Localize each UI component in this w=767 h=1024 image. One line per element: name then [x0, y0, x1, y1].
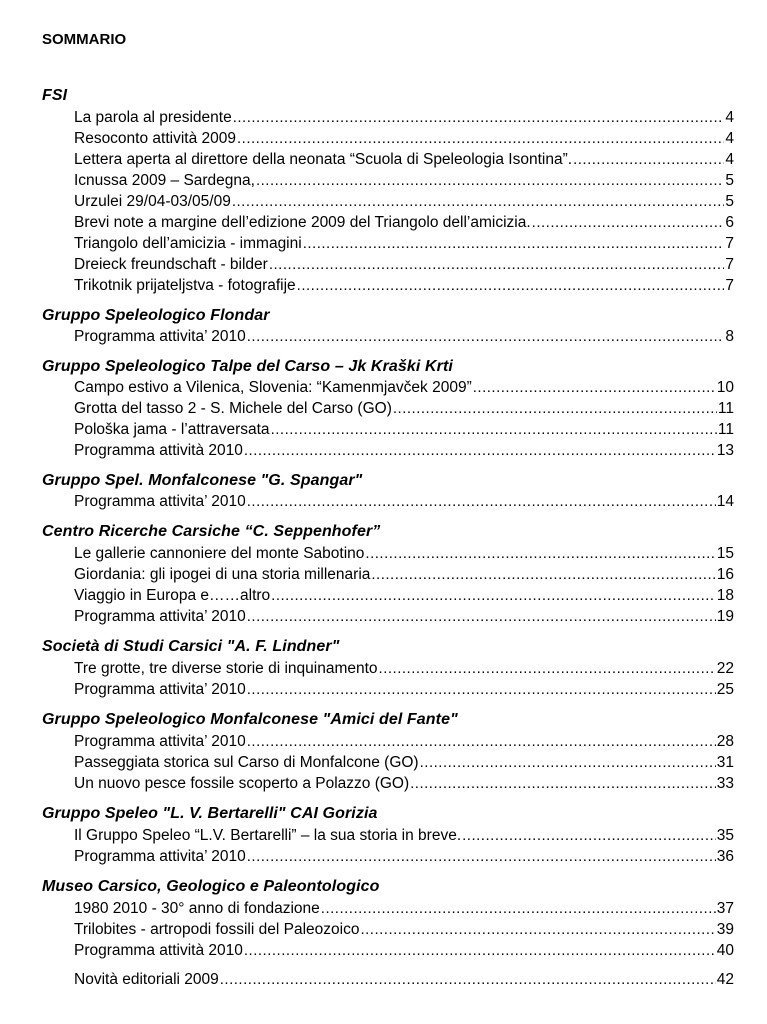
toc-entry-title: Icnussa 2009 – Sardegna, — [74, 172, 255, 189]
toc-dot-leader — [244, 940, 716, 961]
toc-page-number: 42 — [716, 971, 734, 988]
toc-dot-leader — [233, 107, 725, 128]
toc-entry-title: Programma attivita’ 2010 — [74, 733, 246, 750]
toc-entry-title: Viaggio in Europa e……altro — [74, 587, 271, 604]
toc-entry-title: Passeggiata storica sul Carso di Monfalcone (GO) — [74, 754, 419, 771]
toc-page-number: 40 — [716, 942, 734, 959]
toc-page-number: 39 — [716, 921, 734, 938]
toc-page-number: 37 — [716, 900, 734, 917]
toc-page-number: 4 — [725, 130, 734, 147]
toc-entry[interactable] — [74, 398, 734, 419]
toc-dot-leader — [271, 585, 716, 606]
toc-entry-title: Brevi note a margine dell’edizione 2009 del Triangolo dell’amicizia. — [74, 214, 531, 231]
toc-page-number: 7 — [725, 256, 734, 273]
toc-dot-leader — [247, 846, 716, 867]
toc-entry[interactable] — [74, 846, 734, 867]
toc-page-number: 14 — [716, 493, 734, 510]
toc-entry[interactable] — [74, 585, 734, 606]
toc-dot-leader — [237, 128, 724, 149]
toc-entry[interactable] — [74, 679, 734, 700]
toc-entry[interactable] — [74, 128, 734, 149]
toc-dot-leader — [321, 898, 716, 919]
toc-entry-title: Tre grotte, tre diverse storie di inquinamento — [74, 660, 378, 677]
toc-entry-title: Le gallerie cannoniere del monte Sabotino — [74, 545, 365, 562]
toc-dot-leader — [532, 212, 725, 233]
toc-dot-leader — [247, 606, 716, 627]
toc-page-number: 16 — [716, 566, 734, 583]
toc-entry[interactable] — [74, 275, 734, 296]
toc-page-number: 6 — [725, 214, 734, 231]
toc-dot-leader — [393, 398, 717, 419]
toc-dot-leader — [297, 275, 725, 296]
toc-page-number: 8 — [725, 328, 734, 345]
toc-page-number: 15 — [716, 545, 734, 562]
toc-page-number: 31 — [716, 754, 734, 771]
toc-entry[interactable] — [74, 440, 734, 461]
section-heading-seppenhofer: Centro Ricerche Carsiche “C. Seppenhofer” — [42, 523, 381, 540]
toc-entry[interactable] — [74, 170, 734, 191]
toc-entry[interactable] — [74, 606, 734, 627]
toc-entry[interactable] — [74, 326, 734, 347]
toc-page-number: 11 — [717, 421, 734, 438]
toc-entry-title: Lettera aperta al direttore della neonata “Scuola di Speleologia Isontina”. — [74, 151, 573, 168]
toc-dot-leader — [379, 658, 716, 679]
section-heading-spangar: Gruppo Spel. Monfalconese "G. Spangar" — [42, 472, 363, 489]
toc-page-number: 18 — [716, 587, 734, 604]
toc-entry-title: Programma attività 2010 — [74, 442, 243, 459]
toc-page-number: 36 — [716, 848, 734, 865]
toc-dot-leader — [269, 254, 725, 275]
toc-dot-leader — [371, 564, 715, 585]
toc-entry-title: La parola al presidente — [74, 109, 232, 126]
toc-page-number: 25 — [716, 681, 734, 698]
toc-entry[interactable] — [74, 543, 734, 564]
toc-dot-leader — [473, 377, 716, 398]
section-heading-amici-del-fante: Gruppo Speleologico Monfalconese "Amici del Fante" — [42, 711, 458, 728]
toc-page-number: 35 — [716, 827, 734, 844]
toc-dot-leader — [256, 170, 724, 191]
toc-entry-title: Urzulei 29/04-03/05/09 — [74, 193, 231, 210]
toc-dot-leader — [420, 752, 716, 773]
toc-entry-title: Programma attività 2010 — [74, 942, 243, 959]
toc-dot-leader — [365, 543, 715, 564]
toc-dot-leader — [247, 679, 716, 700]
toc-entry[interactable] — [74, 419, 734, 440]
toc-entry[interactable] — [74, 752, 734, 773]
toc-entry[interactable] — [74, 773, 734, 794]
section-heading-bertarelli: Gruppo Speleo "L. V. Bertarelli" CAI Gorizia — [42, 805, 378, 822]
toc-entry[interactable] — [74, 564, 734, 585]
toc-entry-title: Giordania: gli ipogei di una storia millenaria — [74, 566, 371, 583]
toc-entry-title: Dreieck freundschaft - bilder — [74, 256, 268, 273]
toc-page-number: 28 — [716, 733, 734, 750]
toc-dot-leader — [410, 773, 716, 794]
toc-page-number: 11 — [717, 400, 734, 417]
toc-entry[interactable] — [74, 107, 734, 128]
toc-page-number: 4 — [725, 151, 734, 168]
toc-entry[interactable] — [74, 919, 734, 940]
toc-page-number: 5 — [725, 172, 734, 189]
toc-dot-leader — [247, 731, 716, 752]
toc-entry[interactable] — [74, 377, 734, 398]
toc-entry[interactable] — [74, 491, 734, 512]
toc-page-number: 5 — [725, 193, 734, 210]
toc-entry[interactable] — [74, 191, 734, 212]
toc-dot-leader — [573, 149, 724, 170]
section-heading-talpe-del-carso: Gruppo Speleologico Talpe del Carso – Jk Kraški Krti — [42, 358, 453, 375]
toc-entry[interactable] — [74, 731, 734, 752]
toc-page-number: 22 — [716, 660, 734, 677]
toc-entry[interactable] — [74, 149, 734, 170]
toc-page-number: 7 — [725, 235, 734, 252]
toc-page-number: 4 — [725, 109, 734, 126]
toc-dot-leader — [220, 969, 716, 990]
toc-dot-leader — [360, 919, 715, 940]
toc-entry[interactable] — [74, 825, 734, 846]
toc-dot-leader — [462, 825, 716, 846]
toc-page-number: 10 — [716, 379, 734, 396]
toc-entry[interactable] — [74, 969, 734, 990]
toc-entry-title: Programma attivita’ 2010 — [74, 608, 246, 625]
toc-dot-leader — [247, 326, 725, 347]
toc-entry-title: Programma attivita’ 2010 — [74, 493, 246, 510]
toc-page-number: 13 — [716, 442, 734, 459]
toc-entry[interactable] — [74, 898, 734, 919]
toc-dot-leader — [271, 419, 717, 440]
section-heading-flondar: Gruppo Speleologico Flondar — [42, 307, 270, 324]
toc-entry-title: Grotta del tasso 2 - S. Michele del Carso (GO) — [74, 400, 392, 417]
toc-entry[interactable] — [74, 233, 734, 254]
section-heading-fsi: FSI — [42, 87, 68, 104]
toc-entry[interactable] — [74, 212, 734, 233]
toc-page-number: 19 — [716, 608, 734, 625]
toc-entry-title: Trikotnik prijateljstva - fotografije — [74, 277, 296, 294]
toc-entry[interactable] — [74, 658, 734, 679]
toc-entry[interactable] — [74, 940, 734, 961]
toc-entry-title: Pološka jama - l’attraversata — [74, 421, 270, 438]
toc-entry-title: Resoconto attività 2009 — [74, 130, 236, 147]
page-title: SOMMARIO — [42, 31, 127, 48]
section-heading-lindner: Società di Studi Carsici "A. F. Lindner" — [42, 638, 340, 655]
toc-entry-title: Novità editoriali 2009 — [74, 971, 219, 988]
toc-page-number: 7 — [725, 277, 734, 294]
toc-entry-title: 1980 2010 - 30° anno di fondazione — [74, 900, 320, 917]
toc-entry-title: Programma attivita’ 2010 — [74, 848, 246, 865]
toc-entry-title: Trilobites - artropodi fossili del Paleozoico — [74, 921, 360, 938]
toc-dot-leader — [232, 191, 725, 212]
toc-entry-title: Triangolo dell’amicizia - immagini — [74, 235, 302, 252]
toc-dot-leader — [303, 233, 725, 254]
toc-entry-title: Programma attivita’ 2010 — [74, 681, 246, 698]
toc-entry-title: Programma attivita’ 2010 — [74, 328, 246, 345]
toc-entry-title: Il Gruppo Speleo “L.V. Bertarelli” – la sua storia in breve. — [74, 827, 462, 844]
toc-entry-title: Campo estivo a Vilenica, Slovenia: “Kamenmjavček 2009” — [74, 379, 472, 396]
toc-dot-leader — [247, 491, 716, 512]
section-heading-museo-carsico: Museo Carsico, Geologico e Paleontologico — [42, 878, 380, 895]
toc-dot-leader — [244, 440, 716, 461]
toc-page-number: 33 — [716, 775, 734, 792]
toc-entry[interactable] — [74, 254, 734, 275]
toc-entry-title: Un nuovo pesce fossile scoperto a Polazzo (GO) — [74, 775, 410, 792]
